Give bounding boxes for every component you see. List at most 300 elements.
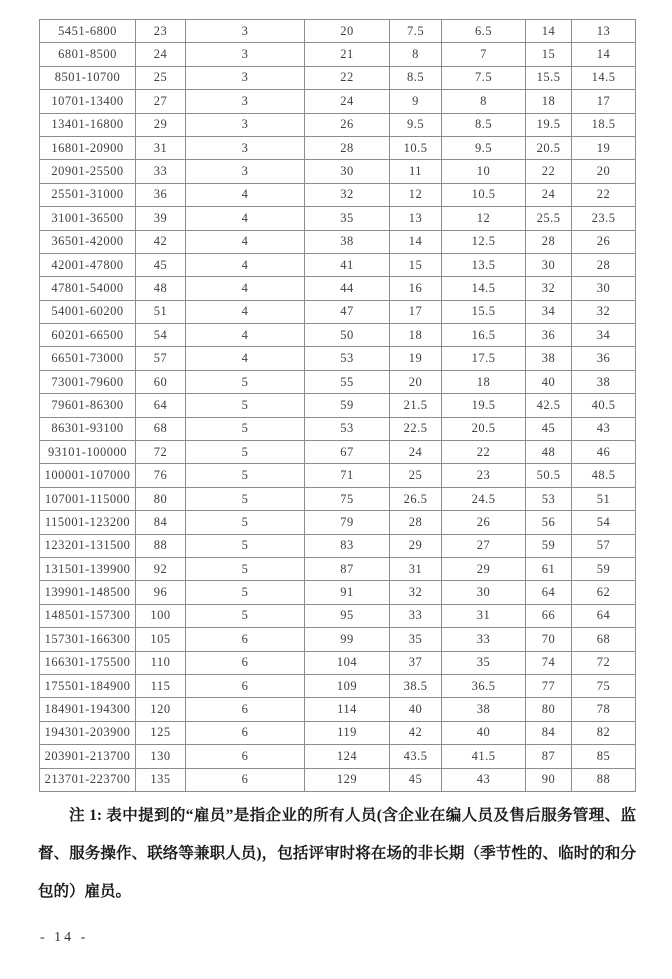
table-cell: 38 xyxy=(305,230,390,253)
table-cell: 77 xyxy=(526,674,572,697)
table-cell: 62 xyxy=(572,581,636,604)
table-row xyxy=(40,253,636,276)
table-cell: 44 xyxy=(305,277,390,300)
table-cell: 40 xyxy=(390,698,442,721)
table-cell: 18 xyxy=(442,370,526,393)
table-cell: 16 xyxy=(390,277,442,300)
table-cell: 87 xyxy=(305,557,390,580)
table-cell: 75 xyxy=(572,674,636,697)
table-cell: 16801-20900 xyxy=(40,136,136,159)
table-row xyxy=(40,66,636,89)
table-cell: 59 xyxy=(526,534,572,557)
table-cell: 8.5 xyxy=(390,66,442,89)
table-cell: 36.5 xyxy=(442,674,526,697)
table-cell: 66 xyxy=(526,604,572,627)
table-cell: 100 xyxy=(136,604,186,627)
table-row xyxy=(40,300,636,323)
table-cell: 40.5 xyxy=(572,394,636,417)
table-cell: 30 xyxy=(442,581,526,604)
table-row xyxy=(40,160,636,183)
table-cell: 120 xyxy=(136,698,186,721)
table-cell: 40 xyxy=(442,721,526,744)
table-cell: 32 xyxy=(390,581,442,604)
table-cell: 33 xyxy=(136,160,186,183)
table-cell: 4 xyxy=(186,300,305,323)
table-cell: 61 xyxy=(526,557,572,580)
table-cell: 8501-10700 xyxy=(40,66,136,89)
table-cell: 79601-86300 xyxy=(40,394,136,417)
table-row xyxy=(40,324,636,347)
table-cell: 9 xyxy=(390,90,442,113)
table-cell: 18 xyxy=(390,324,442,347)
table-cell: 7.5 xyxy=(442,66,526,89)
table-cell: 34 xyxy=(526,300,572,323)
table-cell: 60 xyxy=(136,370,186,393)
table-cell: 5 xyxy=(186,464,305,487)
table-cell: 3 xyxy=(186,113,305,136)
table-cell: 18.5 xyxy=(572,113,636,136)
table-cell: 27 xyxy=(442,534,526,557)
table-cell: 24.5 xyxy=(442,487,526,510)
table-cell: 43 xyxy=(442,768,526,791)
table-row xyxy=(40,698,636,721)
table-cell: 131501-139900 xyxy=(40,557,136,580)
table-cell: 51 xyxy=(572,487,636,510)
table-row xyxy=(40,441,636,464)
table-cell: 87 xyxy=(526,745,572,768)
table-cell: 5 xyxy=(186,370,305,393)
table-cell: 135 xyxy=(136,768,186,791)
table-cell: 22 xyxy=(526,160,572,183)
table-cell: 12 xyxy=(390,183,442,206)
table-cell: 4 xyxy=(186,347,305,370)
table-cell: 26.5 xyxy=(390,487,442,510)
table-cell: 66501-73000 xyxy=(40,347,136,370)
table-cell: 13 xyxy=(572,20,636,43)
table-row xyxy=(40,745,636,768)
table-cell: 36 xyxy=(136,183,186,206)
table-cell: 38 xyxy=(572,370,636,393)
table-cell: 84 xyxy=(526,721,572,744)
table-cell: 88 xyxy=(572,768,636,791)
table-cell: 53 xyxy=(305,417,390,440)
table-row xyxy=(40,90,636,113)
table-cell: 125 xyxy=(136,721,186,744)
table-cell: 20.5 xyxy=(526,136,572,159)
table-cell: 22.5 xyxy=(390,417,442,440)
table-cell: 13 xyxy=(390,207,442,230)
table-row xyxy=(40,464,636,487)
table-cell: 3 xyxy=(186,66,305,89)
table-cell: 14.5 xyxy=(572,66,636,89)
table-cell: 42001-47800 xyxy=(40,253,136,276)
table-cell: 23.5 xyxy=(572,207,636,230)
table-cell: 3 xyxy=(186,160,305,183)
table-cell: 17.5 xyxy=(442,347,526,370)
table-cell: 28 xyxy=(572,253,636,276)
table-cell: 50.5 xyxy=(526,464,572,487)
table-cell: 31 xyxy=(390,557,442,580)
table-cell: 32 xyxy=(526,277,572,300)
table-cell: 47 xyxy=(305,300,390,323)
table-cell: 36 xyxy=(572,347,636,370)
table-cell: 36 xyxy=(526,324,572,347)
table-cell: 12 xyxy=(442,207,526,230)
table-cell: 70 xyxy=(526,628,572,651)
table-cell: 115 xyxy=(136,674,186,697)
table-cell: 16.5 xyxy=(442,324,526,347)
table-cell: 82 xyxy=(572,721,636,744)
table-row xyxy=(40,721,636,744)
table-cell: 68 xyxy=(572,628,636,651)
table-cell: 15 xyxy=(526,43,572,66)
table-row xyxy=(40,628,636,651)
table-cell: 85 xyxy=(572,745,636,768)
table-cell: 119 xyxy=(305,721,390,744)
table-cell: 10.5 xyxy=(442,183,526,206)
table-cell: 92 xyxy=(136,557,186,580)
table-cell: 148501-157300 xyxy=(40,604,136,627)
table-cell: 3 xyxy=(186,90,305,113)
table-cell: 139901-148500 xyxy=(40,581,136,604)
table-cell: 14.5 xyxy=(442,277,526,300)
table-cell: 41 xyxy=(305,253,390,276)
table-cell: 25 xyxy=(136,66,186,89)
table-cell: 28 xyxy=(526,230,572,253)
table-cell: 37 xyxy=(390,651,442,674)
table-cell: 75 xyxy=(305,487,390,510)
table-cell: 53 xyxy=(305,347,390,370)
table-cell: 64 xyxy=(136,394,186,417)
table-row xyxy=(40,207,636,230)
table-row xyxy=(40,370,636,393)
table-cell: 15.5 xyxy=(526,66,572,89)
table-cell: 6 xyxy=(186,721,305,744)
table-cell: 4 xyxy=(186,207,305,230)
table-cell: 57 xyxy=(572,534,636,557)
table-row xyxy=(40,113,636,136)
table-cell: 24 xyxy=(136,43,186,66)
table-cell: 88 xyxy=(136,534,186,557)
table-cell: 72 xyxy=(136,441,186,464)
table-cell: 40 xyxy=(526,370,572,393)
table-cell: 30 xyxy=(572,277,636,300)
table-cell: 19 xyxy=(390,347,442,370)
table-cell: 29 xyxy=(136,113,186,136)
table-row xyxy=(40,534,636,557)
table-cell: 45 xyxy=(390,768,442,791)
table-cell: 130 xyxy=(136,745,186,768)
table-cell: 35 xyxy=(442,651,526,674)
table-cell: 31 xyxy=(442,604,526,627)
table-cell: 46 xyxy=(572,441,636,464)
table-cell: 4 xyxy=(186,324,305,347)
table-cell: 5 xyxy=(186,604,305,627)
table-row xyxy=(40,557,636,580)
table-cell: 129 xyxy=(305,768,390,791)
table-cell: 51 xyxy=(136,300,186,323)
table-cell: 42 xyxy=(136,230,186,253)
table-row xyxy=(40,20,636,43)
table-cell: 3 xyxy=(186,136,305,159)
table-cell: 27 xyxy=(136,90,186,113)
table-cell: 11 xyxy=(390,160,442,183)
table-cell: 5 xyxy=(186,417,305,440)
table-cell: 124 xyxy=(305,745,390,768)
table-cell: 19.5 xyxy=(442,394,526,417)
table-cell: 71 xyxy=(305,464,390,487)
table-cell: 79 xyxy=(305,511,390,534)
table-cell: 9.5 xyxy=(390,113,442,136)
table-cell: 43.5 xyxy=(390,745,442,768)
table-row xyxy=(40,674,636,697)
table-cell: 10.5 xyxy=(390,136,442,159)
table-cell: 64 xyxy=(526,581,572,604)
table-cell: 105 xyxy=(136,628,186,651)
table-cell: 73001-79600 xyxy=(40,370,136,393)
table-cell: 48 xyxy=(136,277,186,300)
table-cell: 4 xyxy=(186,277,305,300)
table-cell: 194301-203900 xyxy=(40,721,136,744)
table-cell: 31001-36500 xyxy=(40,207,136,230)
table-cell: 15.5 xyxy=(442,300,526,323)
table-cell: 57 xyxy=(136,347,186,370)
table-cell: 23 xyxy=(442,464,526,487)
table-cell: 24 xyxy=(526,183,572,206)
table-cell: 6 xyxy=(186,768,305,791)
table-cell: 54 xyxy=(572,511,636,534)
table-cell: 25501-31000 xyxy=(40,183,136,206)
table-cell: 20 xyxy=(572,160,636,183)
table-row xyxy=(40,651,636,674)
table-cell: 14 xyxy=(390,230,442,253)
table-cell: 14 xyxy=(526,20,572,43)
table-cell: 5 xyxy=(186,534,305,557)
table-cell: 12.5 xyxy=(442,230,526,253)
employee-rate-table xyxy=(39,19,636,792)
table-cell: 6801-8500 xyxy=(40,43,136,66)
table-cell: 6 xyxy=(186,651,305,674)
table-cell: 5 xyxy=(186,394,305,417)
table-cell: 24 xyxy=(390,441,442,464)
table-cell: 31 xyxy=(136,136,186,159)
table-cell: 20 xyxy=(390,370,442,393)
table-cell: 17 xyxy=(572,90,636,113)
table-cell: 8.5 xyxy=(442,113,526,136)
table-cell: 41.5 xyxy=(442,745,526,768)
table-cell: 26 xyxy=(305,113,390,136)
table-cell: 203901-213700 xyxy=(40,745,136,768)
table-cell: 18 xyxy=(526,90,572,113)
table-cell: 83 xyxy=(305,534,390,557)
table-cell: 38 xyxy=(526,347,572,370)
table-cell: 78 xyxy=(572,698,636,721)
table-row xyxy=(40,347,636,370)
table-cell: 60201-66500 xyxy=(40,324,136,347)
table-cell: 42.5 xyxy=(526,394,572,417)
table-cell: 43 xyxy=(572,417,636,440)
table-cell: 28 xyxy=(390,511,442,534)
table-row xyxy=(40,394,636,417)
table-row xyxy=(40,183,636,206)
page-number: - 14 - xyxy=(40,930,89,945)
table-cell: 32 xyxy=(305,183,390,206)
table-cell: 84 xyxy=(136,511,186,534)
table-cell: 15 xyxy=(390,253,442,276)
table-cell: 42 xyxy=(390,721,442,744)
table-cell: 21 xyxy=(305,43,390,66)
table-cell: 34 xyxy=(572,324,636,347)
table-cell: 86301-93100 xyxy=(40,417,136,440)
table-cell: 7 xyxy=(442,43,526,66)
table-cell: 21.5 xyxy=(390,394,442,417)
table-cell: 64 xyxy=(572,604,636,627)
table-cell: 80 xyxy=(136,487,186,510)
table-cell: 32 xyxy=(572,300,636,323)
table-cell: 48.5 xyxy=(572,464,636,487)
table-cell: 5 xyxy=(186,511,305,534)
table-cell: 48 xyxy=(526,441,572,464)
table-cell: 123201-131500 xyxy=(40,534,136,557)
table-cell: 3 xyxy=(186,20,305,43)
table-cell: 5 xyxy=(186,487,305,510)
table-cell: 54 xyxy=(136,324,186,347)
table-cell: 10701-13400 xyxy=(40,90,136,113)
table-cell: 68 xyxy=(136,417,186,440)
table-cell: 19.5 xyxy=(526,113,572,136)
table-cell: 36501-42000 xyxy=(40,230,136,253)
table-cell: 25 xyxy=(390,464,442,487)
table-cell: 22 xyxy=(442,441,526,464)
table-cell: 175501-184900 xyxy=(40,674,136,697)
table-cell: 29 xyxy=(390,534,442,557)
table-cell: 47801-54000 xyxy=(40,277,136,300)
table-cell: 55 xyxy=(305,370,390,393)
table-cell: 56 xyxy=(526,511,572,534)
table-cell: 59 xyxy=(572,557,636,580)
table-row xyxy=(40,768,636,791)
table-cell: 22 xyxy=(572,183,636,206)
table-cell: 9.5 xyxy=(442,136,526,159)
table-cell: 4 xyxy=(186,230,305,253)
table-cell: 5451-6800 xyxy=(40,20,136,43)
table-cell: 8 xyxy=(390,43,442,66)
table-row xyxy=(40,581,636,604)
table-cell: 23 xyxy=(136,20,186,43)
table-cell: 7.5 xyxy=(390,20,442,43)
table-cell: 67 xyxy=(305,441,390,464)
table-cell: 5 xyxy=(186,441,305,464)
table-cell: 114 xyxy=(305,698,390,721)
table-cell: 115001-123200 xyxy=(40,511,136,534)
table-cell: 59 xyxy=(305,394,390,417)
table-cell: 4 xyxy=(186,253,305,276)
table-cell: 20.5 xyxy=(442,417,526,440)
table-cell: 4 xyxy=(186,183,305,206)
table-cell: 107001-115000 xyxy=(40,487,136,510)
table-cell: 80 xyxy=(526,698,572,721)
table-cell: 166301-175500 xyxy=(40,651,136,674)
table-cell: 33 xyxy=(442,628,526,651)
table-cell: 33 xyxy=(390,604,442,627)
table-cell: 5 xyxy=(186,557,305,580)
table-cell: 10 xyxy=(442,160,526,183)
table-cell: 104 xyxy=(305,651,390,674)
table-cell: 8 xyxy=(442,90,526,113)
table-cell: 17 xyxy=(390,300,442,323)
table-cell: 76 xyxy=(136,464,186,487)
table-cell: 45 xyxy=(526,417,572,440)
table-cell: 6 xyxy=(186,745,305,768)
table-cell: 74 xyxy=(526,651,572,674)
table-row xyxy=(40,277,636,300)
table-cell: 72 xyxy=(572,651,636,674)
table-cell: 5 xyxy=(186,581,305,604)
table-cell: 99 xyxy=(305,628,390,651)
table-cell: 53 xyxy=(526,487,572,510)
table-row xyxy=(40,230,636,253)
table-cell: 14 xyxy=(572,43,636,66)
table-row xyxy=(40,487,636,510)
table-cell: 6.5 xyxy=(442,20,526,43)
table-cell: 3 xyxy=(186,43,305,66)
table-cell: 22 xyxy=(305,66,390,89)
table-cell: 26 xyxy=(572,230,636,253)
table-cell: 45 xyxy=(136,253,186,276)
table-cell: 26 xyxy=(442,511,526,534)
table-cell: 6 xyxy=(186,628,305,651)
table-cell: 95 xyxy=(305,604,390,627)
table-cell: 6 xyxy=(186,674,305,697)
table-row xyxy=(40,136,636,159)
table-cell: 50 xyxy=(305,324,390,347)
table-cell: 30 xyxy=(526,253,572,276)
table-cell: 39 xyxy=(136,207,186,230)
table-cell: 213701-223700 xyxy=(40,768,136,791)
table-cell: 54001-60200 xyxy=(40,300,136,323)
table-row xyxy=(40,511,636,534)
table-cell: 110 xyxy=(136,651,186,674)
table-cell: 100001-107000 xyxy=(40,464,136,487)
table-cell: 20901-25500 xyxy=(40,160,136,183)
table-cell: 28 xyxy=(305,136,390,159)
table-cell: 29 xyxy=(442,557,526,580)
table-cell: 35 xyxy=(390,628,442,651)
table-cell: 35 xyxy=(305,207,390,230)
table-cell: 38.5 xyxy=(390,674,442,697)
table-cell: 24 xyxy=(305,90,390,113)
table-body xyxy=(40,20,636,792)
table-cell: 157301-166300 xyxy=(40,628,136,651)
table-cell: 93101-100000 xyxy=(40,441,136,464)
table-row xyxy=(40,417,636,440)
table-cell: 38 xyxy=(442,698,526,721)
table-cell: 13401-16800 xyxy=(40,113,136,136)
table-row xyxy=(40,604,636,627)
table-cell: 96 xyxy=(136,581,186,604)
table-cell: 109 xyxy=(305,674,390,697)
table-cell: 30 xyxy=(305,160,390,183)
table-cell: 6 xyxy=(186,698,305,721)
note-1-text: 注 1: 表中提到的“雇员”是指企业的所有人员(含企业在编人员及售后服务管理、监督、服务操作、联络等兼职人员)，包括评审时将在场的非长期（季节性的、临时的和分包的）雇员。 xyxy=(38,807,636,900)
table-cell: 91 xyxy=(305,581,390,604)
table-cell: 13.5 xyxy=(442,253,526,276)
table-row xyxy=(40,43,636,66)
table-cell: 25.5 xyxy=(526,207,572,230)
table-cell: 90 xyxy=(526,768,572,791)
table-cell: 19 xyxy=(572,136,636,159)
table-cell: 184901-194300 xyxy=(40,698,136,721)
